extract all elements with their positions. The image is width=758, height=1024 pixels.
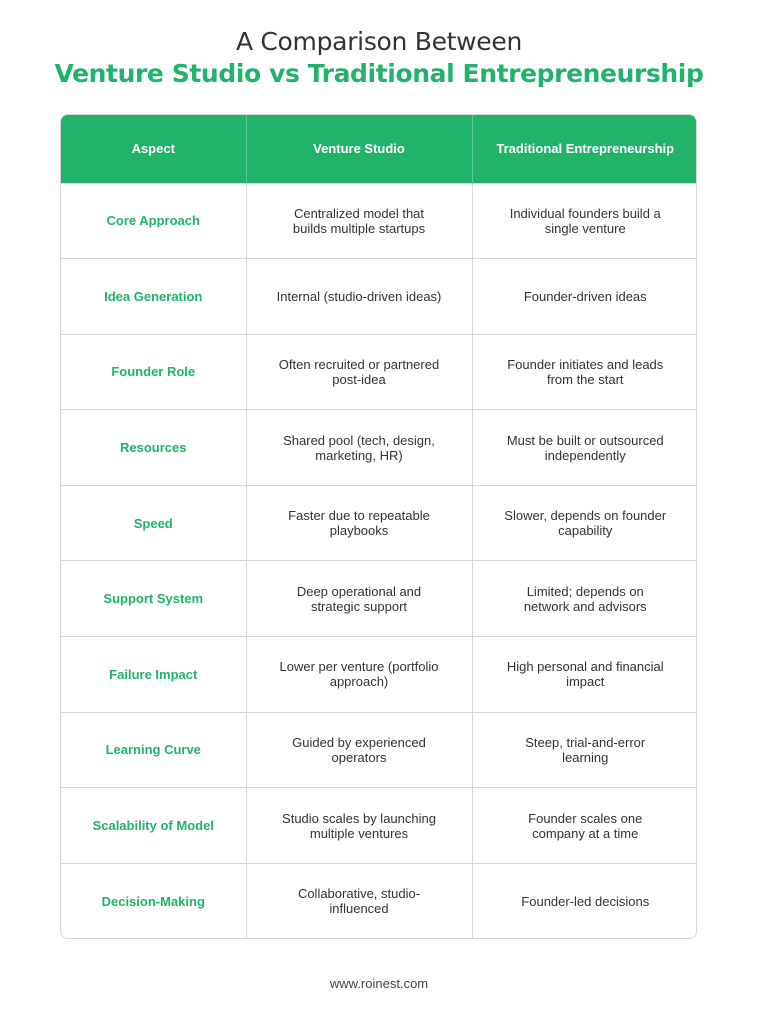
aspect-cell: Support System [61, 561, 246, 637]
venture-studio-cell: Internal (studio-driven ideas) [246, 259, 472, 335]
table-row [61, 334, 697, 410]
venture-studio-cell: Guided by experienced operators [246, 712, 472, 788]
table-row [61, 485, 697, 561]
table-row [61, 788, 697, 864]
header-venture-studio: Venture Studio [246, 115, 472, 183]
traditional-cell: Individual founders build a single venture [472, 183, 697, 259]
aspect-cell: Learning Curve [61, 712, 246, 788]
title-line-1: A Comparison Between [235, 27, 523, 56]
table-body [61, 183, 697, 939]
venture-studio-cell: Studio scales by launching multiple ventures [246, 788, 472, 864]
header-traditional: Traditional Entrepreneurship [472, 115, 697, 183]
table-row [61, 637, 697, 713]
aspect-cell: Speed [61, 485, 246, 561]
table-row [61, 410, 697, 486]
venture-studio-cell: Faster due to repeatable playbooks [246, 485, 472, 561]
traditional-cell: High personal and financial impact [472, 637, 697, 713]
traditional-cell: Founder-driven ideas [472, 259, 697, 335]
traditional-cell: Founder scales one company at a time [472, 788, 697, 864]
venture-studio-cell: Collaborative, studio-influenced [246, 863, 472, 939]
aspect-cell: Scalability of Model [61, 788, 246, 864]
aspect-cell: Failure Impact [61, 637, 246, 713]
table-row [61, 863, 697, 939]
venture-studio-cell: Deep operational and strategic support [246, 561, 472, 637]
traditional-cell: Slower, depends on founder capability [472, 485, 697, 561]
traditional-cell: Founder initiates and leads from the start [472, 334, 697, 410]
table-row [61, 259, 697, 335]
venture-studio-cell: Lower per venture (portfolio approach) [246, 637, 472, 713]
footer-url: www.roinest.com [329, 976, 429, 991]
comparison-table [61, 115, 697, 939]
venture-studio-cell: Centralized model that builds multiple startups [246, 183, 472, 259]
aspect-cell: Decision-Making [61, 863, 246, 939]
traditional-cell: Founder-led decisions [472, 863, 697, 939]
header-row [61, 115, 697, 183]
table-row [61, 561, 697, 637]
table-header [61, 115, 697, 183]
title-line-2: Venture Studio vs Traditional Entrepreneurship [54, 59, 704, 88]
traditional-cell: Limited; depends on network and advisors [472, 561, 697, 637]
header-aspect: Aspect [131, 141, 175, 157]
table-row [61, 712, 697, 788]
table-row [61, 183, 697, 259]
venture-studio-cell: Often recruited or partnered post-idea [246, 334, 472, 410]
comparison-table-container [60, 114, 697, 939]
venture-studio-cell: Shared pool (tech, design, marketing, HR) [246, 410, 472, 486]
aspect-cell: Core Approach [61, 183, 246, 259]
traditional-cell: Steep, trial-and-error learning [472, 712, 697, 788]
aspect-cell: Idea Generation [61, 259, 246, 335]
traditional-cell: Must be built or outsourced independently [472, 410, 697, 486]
aspect-cell: Founder Role [61, 334, 246, 410]
aspect-cell: Resources [61, 410, 246, 486]
